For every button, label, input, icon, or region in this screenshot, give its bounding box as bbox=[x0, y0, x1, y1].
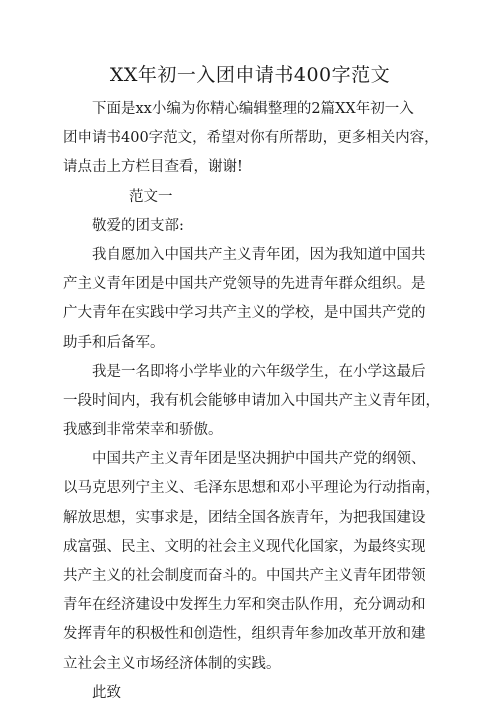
document-title: XX年初一入团申请书400字范文 bbox=[109, 64, 391, 86]
salutation: 敬爱的团支部: bbox=[92, 217, 184, 234]
para3-line-4: 成富强、民主、文明的社会主义现代化国家，为最终实现 bbox=[63, 538, 426, 555]
intro-line-3: 请点击上方栏目查看，谢谢! bbox=[63, 159, 243, 176]
para1-line-2: 产主义青年团是中国共产党领导的先进青年群众组织。是 bbox=[63, 276, 426, 293]
section-label: 范文一 bbox=[129, 188, 173, 205]
closing: 此致 bbox=[92, 684, 121, 701]
document-body bbox=[63, 95, 440, 708]
para1-line-3: 广大青年在实践中学习共产主义的学校，是中国共产党的 bbox=[63, 305, 426, 322]
para3-line-2: 以马克思列宁主义、毛泽东思想和邓小平理论为行动指南， bbox=[63, 480, 440, 497]
para3-line-6: 青年在经济建设中发挥生力军和突击队作用，充分调动和 bbox=[63, 597, 426, 614]
intro-line-2: 团申请书400字范文，希望对你有所帮助，更多相关内容， bbox=[63, 130, 439, 147]
para3-line-5: 共产主义的社会制度而奋斗的。中国共产主义青年团带领 bbox=[63, 568, 426, 584]
intro-line-1: 下面是xx小编为你精心编辑整理的2篇XX年初一入 bbox=[92, 101, 414, 117]
para2-line-3: 我感到非常荣幸和骄傲。 bbox=[63, 422, 223, 439]
para3-line-1: 中国共产主义青年团是坚决拥护中国共产党的纲领、 bbox=[92, 451, 426, 468]
para1-line-1: 我自愿加入中国共产主义青年团，因为我知道中国共 bbox=[92, 246, 426, 263]
para2-line-2: 一段时间内，我有机会能够申请加入中国共产主义青年团， bbox=[63, 392, 440, 409]
para3-line-7: 发挥青年的积极性和创造性，组织青年参加改革开放和建 bbox=[63, 626, 426, 643]
para3-line-3: 解放思想，实事求是，团结全国各族青年，为把我国建设 bbox=[63, 509, 426, 526]
para3-line-8: 立社会主义市场经济体制的实践。 bbox=[63, 655, 281, 672]
para1-line-4: 助手和后备军。 bbox=[63, 334, 165, 351]
para2-line-1: 我是一名即将小学毕业的六年级学生，在小学这最后 bbox=[92, 363, 426, 380]
